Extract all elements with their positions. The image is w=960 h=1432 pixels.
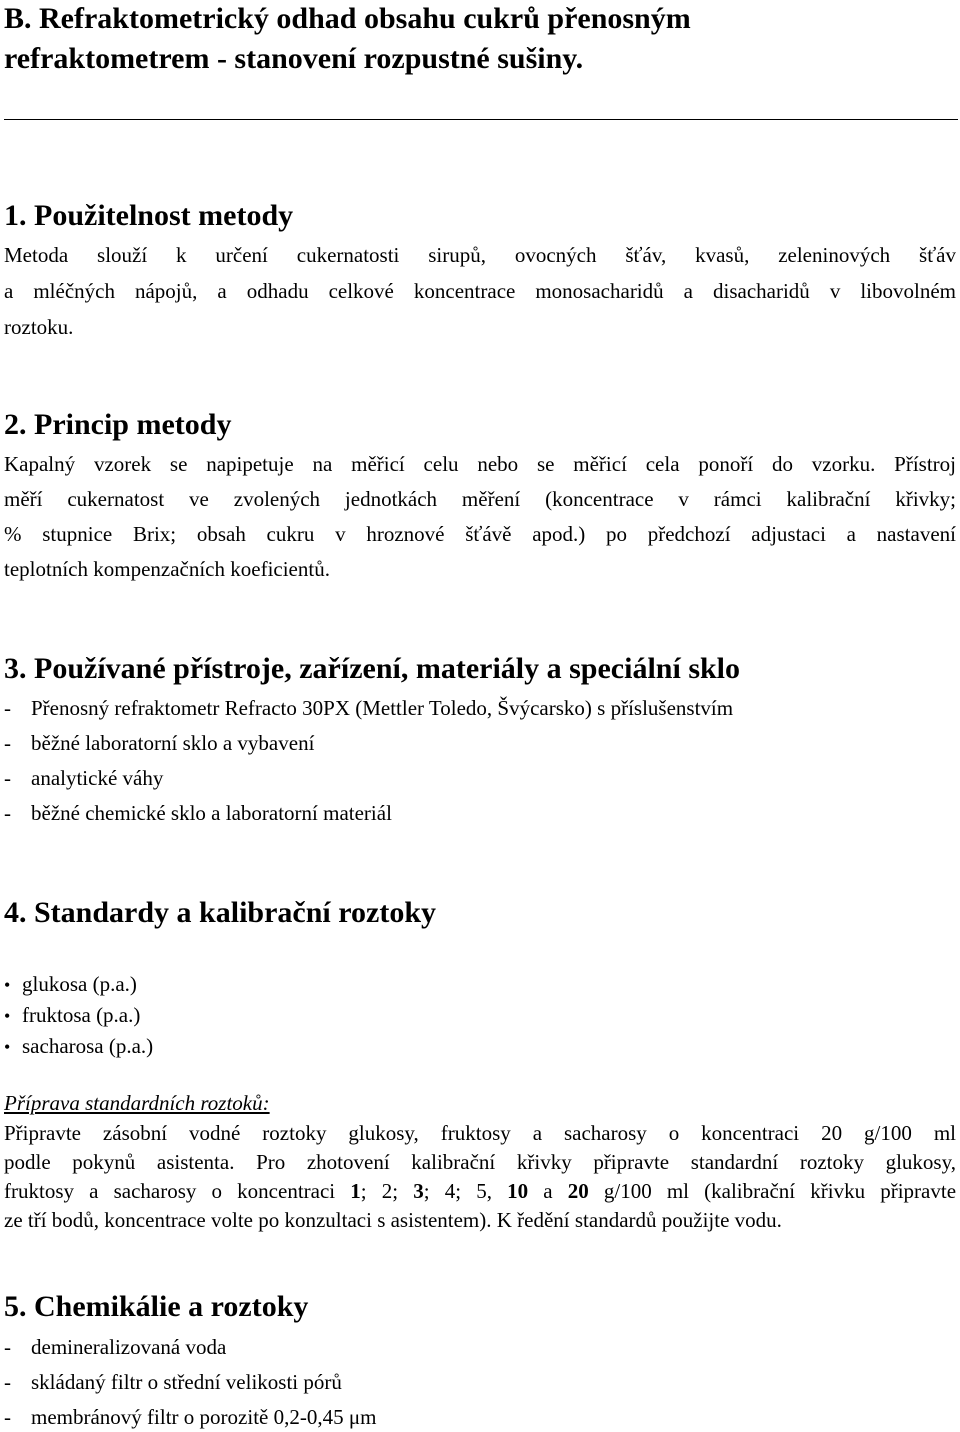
chemical-item-text: skládaný filtr o střední velikosti pórů bbox=[31, 1370, 342, 1394]
document-title-line-2: refraktometrem - stanovení rozpustné sušiny. bbox=[4, 42, 584, 75]
bullet-marker: • bbox=[4, 1037, 11, 1057]
equipment-item-text: Přenosný refraktometr Refracto 30PX (Mettler Toledo, Švýcarsko) s příslušenstvím bbox=[31, 696, 734, 720]
chemical-item-text: membránový filtr o porozitě 0,2-0,45 μm bbox=[31, 1405, 377, 1429]
chemical-item bbox=[4, 1403, 376, 1432]
equipment-item-text: analytické váhy bbox=[31, 766, 164, 790]
standard-item-text: sacharosa (p.a.) bbox=[22, 1034, 154, 1058]
dash-marker: - bbox=[4, 801, 11, 825]
standards-preparation-subheading: Příprava standardních roztoků: bbox=[4, 1091, 270, 1115]
section-3-heading: 3. Používané přístroje, zařízení, materiály a speciální sklo bbox=[4, 652, 741, 685]
dash-marker: - bbox=[4, 1370, 11, 1394]
dash-marker: - bbox=[4, 1335, 11, 1359]
section-2-line-3: % stupnice Brix; obsah cukru v hroznové šťávě apod.) po předchozí adjustaci a nastavení bbox=[4, 522, 956, 546]
section-1-line-3: roztoku. bbox=[4, 315, 74, 339]
concentration-bold: 3 bbox=[413, 1179, 424, 1203]
concentration-bold: 10 bbox=[507, 1179, 529, 1203]
standard-item-text: fruktosa (p.a.) bbox=[22, 1003, 141, 1027]
concentration-bold: 20 bbox=[567, 1179, 589, 1203]
equipment-item bbox=[4, 799, 392, 828]
preparation-text: a bbox=[528, 1179, 568, 1203]
bullet-marker: • bbox=[4, 1006, 11, 1026]
section-4-heading: 4. Standardy a kalibrační roztoky bbox=[4, 896, 436, 929]
dash-marker: - bbox=[4, 766, 11, 790]
section-1-line-1: Metoda slouží k určení cukernatosti sirupů, ovocných šťáv, kvasů, zeleninových šťáv bbox=[4, 243, 956, 267]
equipment-item bbox=[4, 764, 163, 793]
section-2-line-2: měří cukernatost ve zvolených jednotkách měření (koncentrace v rámci kalibrační křivky; bbox=[4, 487, 956, 511]
section-5-heading: 5. Chemikálie a roztoky bbox=[4, 1290, 309, 1323]
section-2-line-1: Kapalný vzorek se napipetuje na měřicí celu nebo se měřicí cela ponoří do vzorku. Přístroj bbox=[4, 452, 956, 476]
equipment-item-text: běžné chemické sklo a laboratorní materiál bbox=[31, 801, 392, 825]
dash-marker: - bbox=[4, 731, 11, 755]
dash-marker: - bbox=[4, 696, 11, 720]
section-2-heading: 2. Princip metody bbox=[4, 408, 232, 441]
chemical-item bbox=[4, 1368, 342, 1397]
section-2-line-4: teplotních kompenzačních koeficientů. bbox=[4, 557, 330, 581]
preparation-line-2: podle pokynů asistenta. Pro zhotovení kalibrační křivky připravte standardní roztoky glukosy, bbox=[4, 1150, 956, 1174]
preparation-text: ; 2; bbox=[360, 1179, 414, 1203]
standard-item bbox=[4, 1032, 153, 1062]
chemical-item-text: demineralizovaná voda bbox=[31, 1335, 227, 1359]
equipment-item bbox=[4, 694, 733, 723]
equipment-item-text: běžné laboratorní sklo a vybavení bbox=[31, 731, 315, 755]
dash-marker: - bbox=[4, 1405, 11, 1429]
preparation-text: fruktosy a sacharosy o koncentraci bbox=[4, 1179, 351, 1203]
standard-item bbox=[4, 970, 137, 1000]
preparation-line-4: ze tří bodů, koncentrace volte po konzultaci s asistentem). K ředění standardů použijte vodu. bbox=[4, 1208, 782, 1232]
section-1-heading: 1. Použitelnost metody bbox=[4, 199, 294, 232]
concentration-bold: 1 bbox=[350, 1179, 361, 1203]
document-title-line-1: B. Refraktometrický odhad obsahu cukrů přenosným bbox=[4, 2, 691, 35]
standard-item-text: glukosa (p.a.) bbox=[22, 972, 137, 996]
bullet-marker: • bbox=[4, 975, 11, 995]
preparation-line-3 bbox=[4, 1177, 956, 1206]
title-divider bbox=[4, 119, 958, 120]
section-1-line-2: a mléčných nápojů, a odhadu celkové koncentrace monosacharidů a disacharidů v libovolném bbox=[4, 279, 956, 303]
chemical-item bbox=[4, 1333, 226, 1362]
preparation-text: g/100 ml (kalibrační křivku připravte bbox=[588, 1179, 957, 1203]
preparation-text: ; 4; 5, bbox=[423, 1179, 508, 1203]
equipment-item bbox=[4, 729, 314, 758]
preparation-line-1: Připravte zásobní vodné roztoky glukosy, fruktosy a sacharosy o koncentraci 20 g/100 ml bbox=[4, 1121, 956, 1145]
standard-item bbox=[4, 1001, 140, 1031]
